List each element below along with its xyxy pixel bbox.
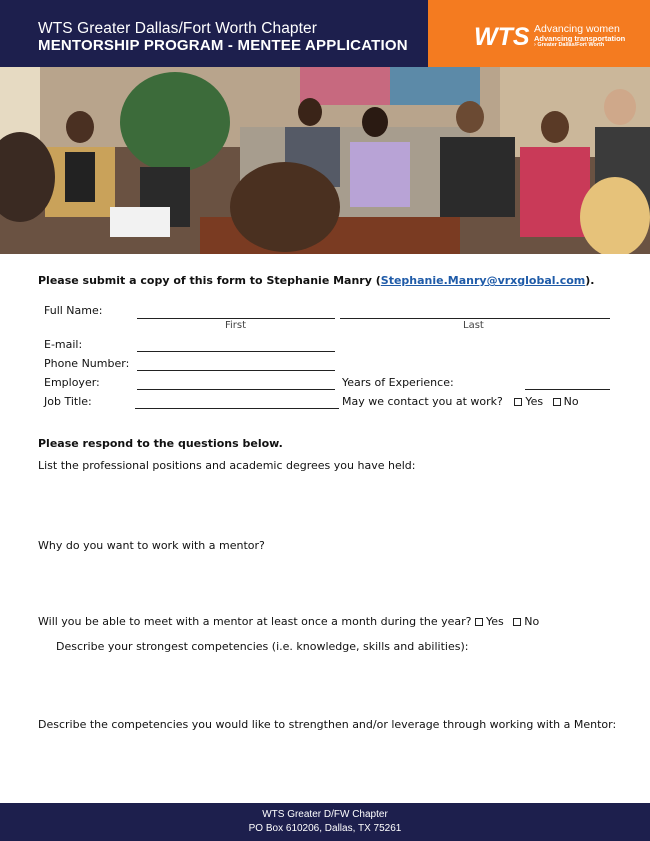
first-name-hint: First bbox=[225, 320, 247, 331]
monthly-yes-checkbox[interactable] bbox=[475, 618, 483, 626]
job-title-label: Job Title: bbox=[44, 395, 92, 408]
employer-field[interactable] bbox=[137, 389, 335, 390]
contact-email-link[interactable]: Stephanie.Manry@vrxglobal.com bbox=[380, 274, 586, 287]
email-field[interactable] bbox=[137, 351, 335, 352]
years-experience-field[interactable] bbox=[525, 389, 610, 390]
submit-suffix: ). bbox=[585, 274, 595, 287]
phone-label: Phone Number: bbox=[44, 357, 130, 370]
contact-at-work-question bbox=[342, 395, 579, 408]
question-competencies-to-strengthen: Describe the competencies you would like to strengthen and/or leverage through working with a Mentor: bbox=[38, 718, 617, 731]
wts-logo-text: WTS bbox=[474, 23, 530, 49]
job-title-field[interactable] bbox=[135, 408, 339, 409]
submit-instructions bbox=[38, 274, 594, 287]
phone-field[interactable] bbox=[137, 370, 335, 371]
contact-yes-checkbox[interactable] bbox=[514, 398, 522, 406]
question-positions-degrees: List the professional positions and academic degrees you have held: bbox=[38, 459, 416, 472]
meeting-photo bbox=[0, 67, 650, 254]
question-monthly-meeting bbox=[38, 615, 539, 628]
last-name-field[interactable] bbox=[340, 318, 610, 319]
submit-prefix: Please submit a copy of this form to Stephanie Manry ( bbox=[38, 274, 381, 287]
footer-address: PO Box 610206, Dallas, TX 75261 bbox=[248, 823, 402, 834]
contact-no-checkbox[interactable] bbox=[553, 398, 561, 406]
monthly-no-checkbox[interactable] bbox=[513, 618, 521, 626]
brand-tagline-1: Advancing women bbox=[534, 23, 620, 35]
email-label: E-mail: bbox=[44, 338, 83, 351]
brand-tagline-2: Advancing transportation bbox=[534, 34, 626, 43]
application-title: MENTORSHIP PROGRAM - MENTEE APPLICATION bbox=[38, 37, 408, 54]
footer-chapter-name: WTS Greater D/FW Chapter bbox=[262, 809, 388, 820]
contact-no-label: No bbox=[563, 395, 579, 408]
wts-logo bbox=[474, 23, 530, 49]
full-name-label: Full Name: bbox=[44, 304, 103, 317]
brand-tagline-3: › Greater Dallas/Fort Worth bbox=[534, 42, 605, 48]
contact-yes-label: Yes bbox=[525, 395, 544, 408]
chapter-title: WTS Greater Dallas/Fort Worth Chapter bbox=[38, 20, 318, 37]
first-name-field[interactable] bbox=[137, 318, 335, 319]
monthly-meeting-text: Will you be able to meet with a mentor at least once a month during the year? bbox=[38, 615, 472, 628]
question-why-mentor: Why do you want to work with a mentor? bbox=[38, 539, 265, 552]
questions-heading: Please respond to the questions below. bbox=[38, 437, 283, 450]
footer-banner bbox=[0, 803, 650, 841]
contact-at-work-text: May we contact you at work? bbox=[342, 395, 503, 408]
employer-label: Employer: bbox=[44, 376, 100, 389]
last-name-hint: Last bbox=[463, 320, 484, 331]
monthly-no-label: No bbox=[524, 615, 540, 628]
years-experience-label: Years of Experience: bbox=[342, 376, 454, 389]
question-strongest-competencies: Describe your strongest competencies (i.e. knowledge, skills and abilities): bbox=[56, 640, 469, 653]
monthly-yes-label: Yes bbox=[486, 615, 504, 628]
